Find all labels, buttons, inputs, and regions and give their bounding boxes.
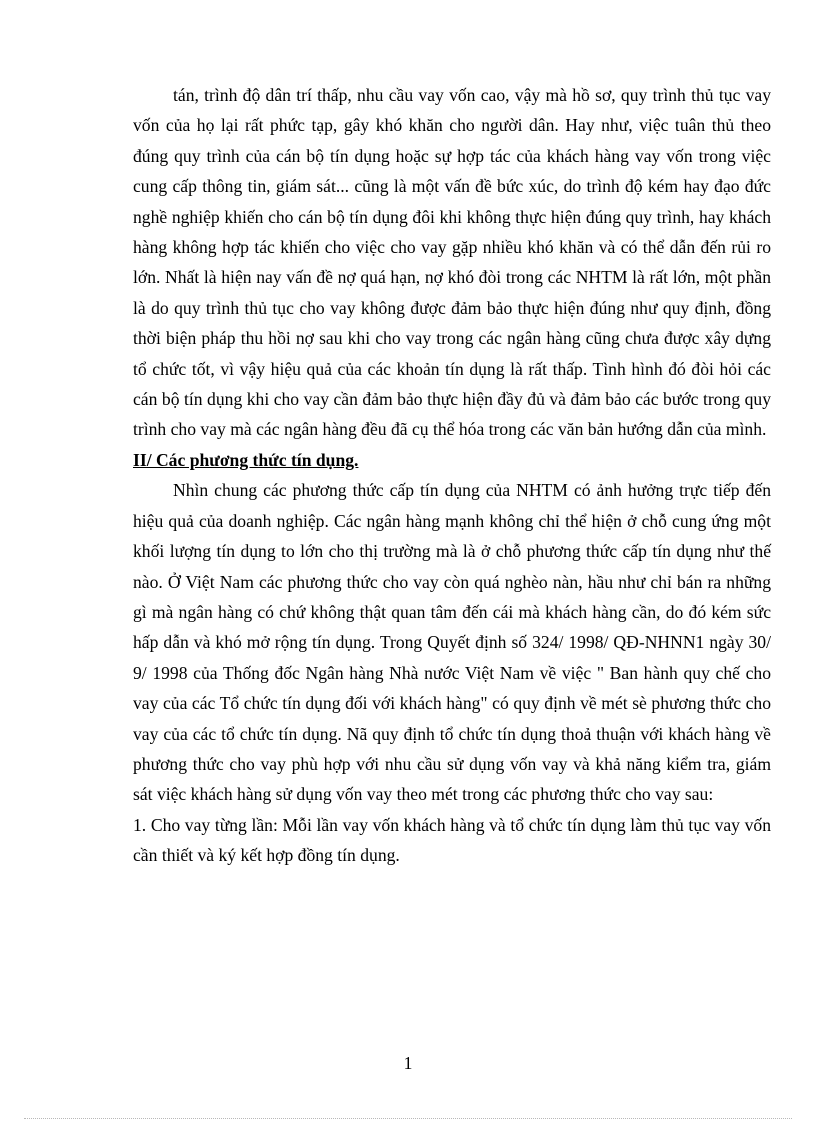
paragraph-2: Nhìn chung các phương thức cấp tín dụng của NHTM có ảnh hưởng trực tiếp đến hiệu quả của doanh nghiệp. Các ngân hàng mạnh không chỉ thể hiện ở chỗ cung ứng một khối lượng tín dụng to lớn cho thị trường mà là ở chỗ phương thức cấp tín dụng như thế nào. Ở Việt Nam các phương thức cho vay còn quá nghèo nàn, hầu như chỉ bán ra những gì mà ngân hàng có chứ không thật quan tâm đến cái mà khách hàng cần, do đó kém sức hấp dẫn và khó mở rộng tín dụng. Trong Quyết định số 324/ 1998/ QĐ-NHNN1 ngày 30/ 9/ 1998 của Thống đốc Ngân hàng Nhà nước Việt Nam về việc " Ban hành quy chế cho vay của các Tổ chức tín dụng đối với khách hàng" có quy định về mét sè phương thức cho vay của các tổ chức tín dụng. Nã quy định tổ chức tín dụng thoả thuận với khách hàng về phương thức cho vay phù hợp với nhu cầu sử dụng vốn vay và khả năng kiểm tra, giám sát việc khách hàng sử dụng vốn vay theo mét trong các phương thức cho vay sau: xyxy=(133,480,771,805)
paragraph-1: tán, trình độ dân trí thấp, nhu cầu vay vốn cao, vậy mà hồ sơ, quy trình thủ tục vay vốn của họ lại rất phức tạp, gây khó khăn cho người dân. Hay như, việc tuân thủ theo đúng quy trình của cán bộ tín dụng hoặc sự hợp tác của khách hàng vay vốn trong việc cung cấp thông tin, giám sát... cũng là một vấn đề bức xúc, do trình độ kém hay đạo đức nghề nghiệp khiến cho cán bộ tín dụng đôi khi không thực hiện đúng quy trình, hay khách hàng không hợp tác khiến cho việc cho vay gặp nhiều khó khăn và có thể dẫn đến rủi ro lớn. Nhất là hiện nay vấn đề nợ quá hạn, nợ khó đòi trong các NHTM là rất lớn, một phần là do quy trình thủ tục cho vay không được đảm bảo thực hiện đúng như quy định, đồng thời biện pháp thu hồi nợ sau khi cho vay trong các ngân hàng cũng chưa được xây dựng tổ chức tốt, vì vậy hiệu quả của các khoản tín dụng là rất thấp. Tình hình đó đòi hỏi các cán bộ tín dụng khi cho vay cần đảm bảo thực hiện đầy đủ và đảm bảo các bước trong quy trình cho vay mà các ngân hàng đều đã cụ thể hóa trong các văn bản hướng dẫn của mình. xyxy=(133,85,771,440)
page-bottom-divider xyxy=(24,1118,792,1119)
paragraph-3: 1. Cho vay từng lần: Mỗi lần vay vốn khách hàng và tổ chức tín dụng làm thủ tục vay vốn cần thiết và ký kết hợp đồng tín dụng. xyxy=(133,814,771,866)
body-text xyxy=(133,80,771,871)
section-heading: II/ Các phương thức tín dụng. xyxy=(133,449,359,470)
page-number: 1 xyxy=(403,1053,413,1073)
